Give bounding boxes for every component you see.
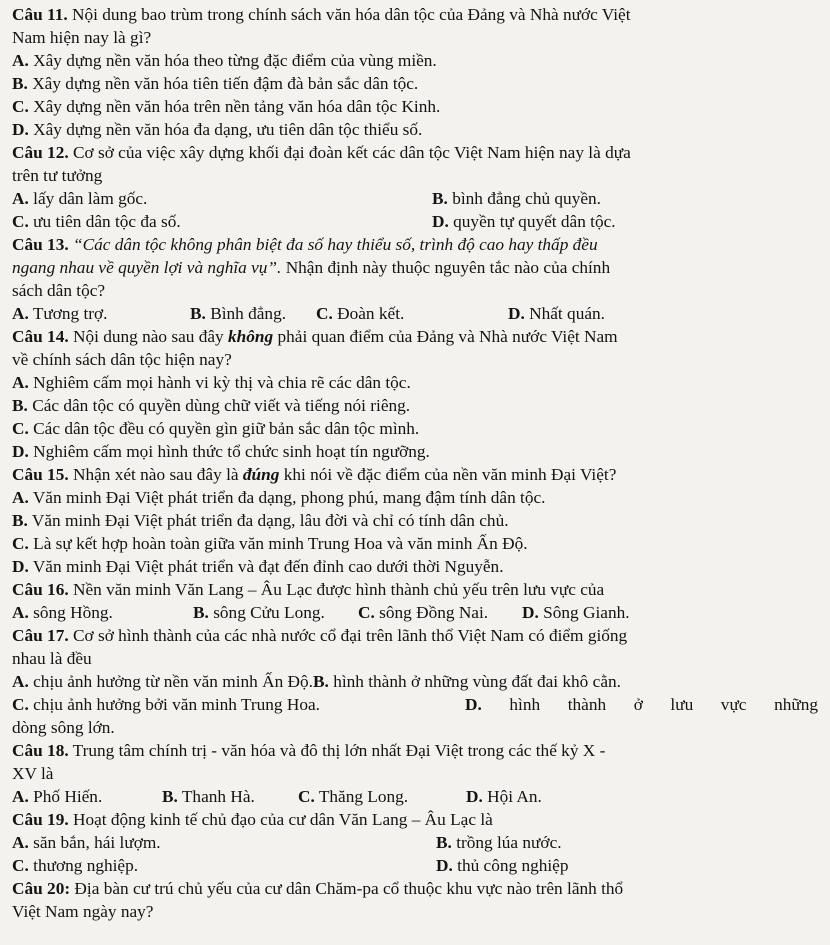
q19-option-d: D. thủ công nghiệp xyxy=(436,856,569,875)
q20-stem: Câu 20: Địa bàn cư trú chủ yếu của cư dân Chăm-pa cổ thuộc khu vực nào trên lãnh thổ xyxy=(12,879,624,898)
q18-option-a: A. Phố Hiến. xyxy=(12,787,103,806)
q15-label: Câu 15. xyxy=(12,465,69,484)
q11-option-c: C. Xây dựng nền văn hóa trên nền tảng văn hóa dân tộc Kinh. xyxy=(12,97,441,116)
q12-option-b: B. bình đẳng chủ quyền. xyxy=(432,189,601,208)
q18-option-b: B. Thanh Hà. xyxy=(162,787,255,806)
q18-stem-cont: XV là xyxy=(12,764,54,783)
q11-option-b: B. Xây dựng nền văn hóa tiên tiến đậm đà bản sắc dân tộc. xyxy=(12,74,419,93)
q16-option-b: B. sông Cửu Long. xyxy=(193,603,325,622)
q19-label: Câu 19. xyxy=(12,810,69,829)
q17-option-c: C. chịu ảnh hưởng bởi văn minh Trung Hoa. xyxy=(12,695,320,714)
q12-option-c: C. ưu tiên dân tộc đa số. xyxy=(12,212,181,231)
q17-label: Câu 17. xyxy=(12,626,69,645)
q13-option-d: D. Nhất quán. xyxy=(508,304,605,323)
q17-stem-cont: nhau là đều xyxy=(12,649,92,668)
q19-option-a: A. săn bắn, hái lượm. xyxy=(12,833,161,852)
q12-option-d: D. quyền tự quyết dân tộc. xyxy=(432,212,616,231)
q13-option-a: A. Tương trợ. xyxy=(12,304,108,323)
q18-stem: Câu 18. Trung tâm chính trị - văn hóa và đô thị lớn nhất Đại Việt trong các thế kỷ X - xyxy=(12,741,606,760)
q13-option-c: C. Đoàn kết. xyxy=(316,304,405,323)
q17-option-d: D. hình thành ở lưu vực những xyxy=(465,695,818,714)
q17-option-d-cont: dòng sông lớn. xyxy=(12,718,115,737)
q11-option-a: A. Xây dựng nền văn hóa theo từng đặc điểm của vùng miền. xyxy=(12,51,437,70)
q12-label: Câu 12. xyxy=(12,143,69,162)
q11-stem-cont: Nam hiện nay là gì? xyxy=(12,28,152,47)
q19-option-c: C. thương nghiệp. xyxy=(12,856,139,875)
q11-label: Câu 11. xyxy=(12,5,68,24)
q17-option-b: hình thành ở những vùng đất đai khô cằn. xyxy=(333,672,621,691)
q11-stem: Câu 11. Nội dung bao trùm trong chính sách văn hóa dân tộc của Đảng và Nhà nước Việt xyxy=(12,5,631,24)
q16-label: Câu 16. xyxy=(12,580,69,599)
q12-stem: Câu 12. Cơ sở của việc xây dựng khối đại đoàn kết các dân tộc Việt Nam hiện nay là dựa xyxy=(12,143,631,162)
q17-stem: Câu 17. Cơ sở hình thành của các nhà nước cổ đại trên lãnh thổ Việt Nam có điểm giống xyxy=(12,626,628,645)
q12-option-a: A. lấy dân làm gốc. xyxy=(12,189,148,208)
q13-stem-cont: ngang nhau về quyền lợi và nghĩa vụ”. Nhận định này thuộc nguyên tắc nào của chính xyxy=(12,258,611,277)
q16-option-d: D. Sông Gianh. xyxy=(522,603,630,622)
q12-stem-cont: trên tư tưởng xyxy=(12,166,103,185)
q14-option-a: A. Nghiêm cấm mọi hành vi kỳ thị và chia rẽ các dân tộc. xyxy=(12,373,411,392)
q13-stem-end: sách dân tộc? xyxy=(12,281,106,300)
q14-stem-cont: về chính sách dân tộc hiện nay? xyxy=(12,350,232,369)
q14-stem: Câu 14. Nội dung nào sau đây không phải quan điểm của Đảng và Nhà nước Việt Nam xyxy=(12,327,618,346)
q16-stem: Câu 16. Nền văn minh Văn Lang – Âu Lạc được hình thành chủ yếu trên lưu vực của xyxy=(12,580,605,599)
q14-option-c: C. Các dân tộc đều có quyền gìn giữ bản sắc dân tộc mình. xyxy=(12,419,420,438)
q13-stem: Câu 13. “Các dân tộc không phân biệt đa số hay thiểu số, trình độ cao hay thấp đều xyxy=(12,235,598,254)
q17-option-b-key: B. xyxy=(313,672,329,691)
q15-option-c: C. Là sự kết hợp hoàn toàn giữa văn minh Trung Hoa và văn minh Ấn Độ. xyxy=(12,534,528,553)
q15-stem: Câu 15. Nhận xét nào sau đây là đúng khi nói về đặc điểm của nền văn minh Đại Việt? xyxy=(12,465,617,484)
q14-label: Câu 14. xyxy=(12,327,69,346)
q17-option-a: A. chịu ảnh hưởng từ nền văn minh Ấn Độ.B. hình thành ở những vùng đất đai khô cằn. xyxy=(12,672,621,691)
q15-option-b: B. Văn minh Đại Việt phát triển đa dạng, lâu đời và chỉ có tính dân chủ. xyxy=(12,511,509,530)
q18-label: Câu 18. xyxy=(12,741,69,760)
q13-label: Câu 13. xyxy=(12,235,69,254)
q18-option-c: C. Thăng Long. xyxy=(298,787,409,806)
q11-option-d: D. Xây dựng nền văn hóa đa dạng, ưu tiên dân tộc thiểu số. xyxy=(12,120,423,139)
q13-option-b: B. Bình đẳng. xyxy=(190,304,287,323)
q16-option-c: C. sông Đồng Nai. xyxy=(358,603,489,622)
q18-option-d: D. Hội An. xyxy=(466,787,542,806)
q19-stem: Câu 19. Hoạt động kinh tế chủ đạo của cư dân Văn Lang – Âu Lạc là xyxy=(12,810,493,829)
q14-option-b: B. Các dân tộc có quyền dùng chữ viết và tiếng nói riêng. xyxy=(12,396,411,415)
q20-label: Câu 20: xyxy=(12,879,71,898)
q15-option-d: D. Văn minh Đại Việt phát triển và đạt đến đỉnh cao dưới thời Nguyễn. xyxy=(12,557,504,576)
q14-option-d: D. Nghiêm cấm mọi hình thức tổ chức sinh hoạt tín ngưỡng. xyxy=(12,442,430,461)
q16-option-a: A. sông Hồng. xyxy=(12,603,113,622)
q20-stem-cont: Việt Nam ngày nay? xyxy=(12,902,154,921)
q19-option-b: B. trồng lúa nước. xyxy=(436,833,562,852)
q15-option-a: A. Văn minh Đại Việt phát triển đa dạng, phong phú, mang đậm tính dân tộc. xyxy=(12,488,546,507)
